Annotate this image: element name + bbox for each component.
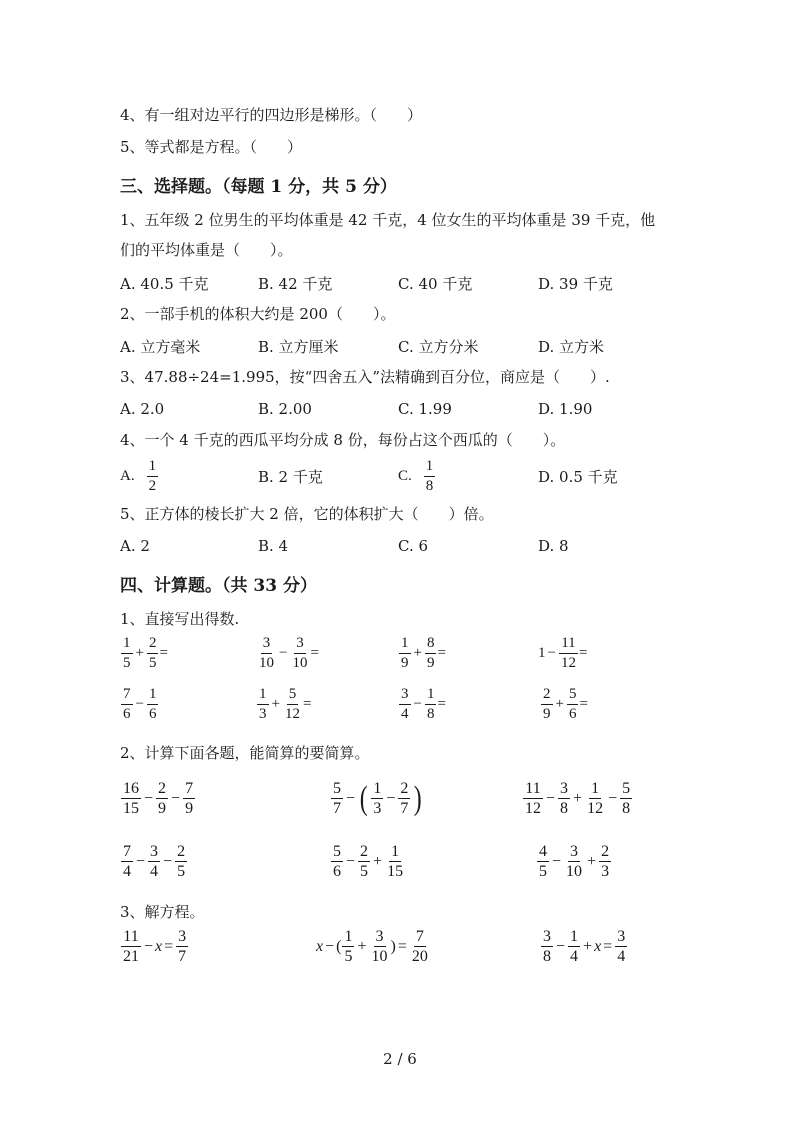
option-d: D. 0.5 千克 bbox=[538, 468, 618, 486]
simplify-expression: $\frac{16}{15}$ − $\frac{2}{9}$ − $\frac{7}{9}$ bbox=[123, 780, 194, 817]
judge-question-5: 5、等式都是方程。（ ） bbox=[120, 138, 303, 156]
fraction: $\frac{5}{12}$ bbox=[284, 686, 300, 722]
fraction: $\frac{5}{6}$ bbox=[568, 686, 577, 722]
calc-section-heading: 四、计算题。（共 33 分） bbox=[120, 576, 317, 596]
right-paren: ) bbox=[414, 779, 423, 817]
left-paren: ( bbox=[359, 779, 368, 817]
direct-calc-item: $\frac{1}{3}$ + $\frac{5}{12}$ = bbox=[259, 686, 312, 722]
option-a: A. 2 bbox=[120, 537, 150, 555]
choice-q1-line2: 们的平均体重是（ ）。 bbox=[120, 241, 293, 259]
fraction: $\frac{3}{4}$ bbox=[150, 843, 159, 880]
fraction: $\frac{7}{9}$ bbox=[185, 780, 194, 817]
fraction: $\frac{1}{4}$ bbox=[570, 928, 579, 965]
fraction: $\frac{3}{7}$ bbox=[178, 928, 187, 965]
option-b: B. 42 千克 bbox=[258, 275, 333, 293]
fraction: $\frac{3}{4}$ bbox=[617, 928, 626, 965]
fraction: $\frac{1}{2}$ bbox=[148, 458, 157, 494]
choice-q2: 2、一部手机的体积大约是 200（ ）。 bbox=[120, 305, 396, 323]
direct-calc-item: $\frac{7}{6}$ − $\frac{1}{6}$ bbox=[123, 686, 157, 722]
simplify-expression: $\frac{4}{5}$ − $\frac{3}{10}$ + $\frac{2}{3}$ bbox=[539, 843, 610, 880]
fraction: $\frac{1}{3}$ bbox=[259, 686, 267, 722]
direct-calc-item: $\frac{2}{9}$ + $\frac{5}{6}$ = bbox=[543, 686, 588, 722]
direct-calc-item: 1 − $\frac{11}{12}$ = bbox=[538, 635, 588, 671]
option-c: C. 6 bbox=[398, 537, 429, 555]
option-d: D. 39 千克 bbox=[538, 275, 613, 293]
option-a: A. 立方毫米 bbox=[120, 338, 201, 356]
fraction: $\frac{1}{8}$ bbox=[426, 686, 435, 722]
fraction: $\frac{2}{5}$ bbox=[148, 635, 157, 671]
direct-calc-item: $\frac{1}{5}$ + $\frac{2}{5}$ = bbox=[123, 635, 168, 671]
option-d: D. 立方米 bbox=[538, 338, 605, 356]
fraction: $\frac{5}{6}$ bbox=[333, 843, 341, 880]
calc-sub3-title: 3、解方程。 bbox=[120, 903, 205, 921]
fraction: $\frac{3}{10}$ bbox=[566, 843, 583, 880]
fraction: $\frac{3}{10}$ bbox=[371, 928, 388, 965]
option-a: A. 2.0 bbox=[120, 400, 165, 418]
fraction: $\frac{1}{15}$ bbox=[387, 843, 404, 880]
choice-q4: 4、一个 4 千克的西瓜平均分成 8 份，每份占这个西瓜的（ ）。 bbox=[120, 431, 566, 449]
fraction: $\frac{3}{10}$ bbox=[259, 635, 274, 671]
fraction: $\frac{3}{4}$ bbox=[401, 686, 409, 722]
fraction: $\frac{2}{9}$ bbox=[543, 686, 551, 722]
calc-sub2-title: 2、计算下面各题，能简算的要简算。 bbox=[120, 744, 370, 762]
fraction: $\frac{1}{5}$ bbox=[123, 635, 131, 671]
option-c: C. 1.99 bbox=[398, 400, 452, 418]
fraction: $\frac{11}{21}$ bbox=[123, 928, 139, 965]
equation: x − ( $\frac{1}{5}$ + $\frac{3}{10}$ ) = $\frac{7}{20}$ bbox=[316, 928, 428, 965]
option-d: D. 8 bbox=[538, 537, 569, 555]
fraction: $\frac{5}{7}$ bbox=[333, 780, 341, 817]
option-c: C. 立方分米 bbox=[398, 338, 479, 356]
fraction: $\frac{7}{4}$ bbox=[123, 843, 131, 880]
fraction: $\frac{1}{6}$ bbox=[148, 686, 157, 722]
option-d: D. 1.90 bbox=[538, 400, 593, 418]
option-a bbox=[120, 458, 159, 495]
fraction: $\frac{3}{10}$ bbox=[292, 635, 308, 671]
direct-calc-item: $\frac{1}{9}$ + $\frac{8}{9}$ = bbox=[401, 635, 446, 671]
equation: $\frac{11}{21}$ − x = $\frac{3}{7}$ bbox=[123, 928, 187, 965]
page-number: 2 / 6 bbox=[383, 1050, 417, 1068]
calc-sub1-title: 1、直接写出得数. bbox=[120, 610, 240, 628]
option-label: A. bbox=[120, 468, 135, 484]
fraction: $\frac{8}{9}$ bbox=[426, 635, 435, 671]
simplify-expression: $\frac{11}{12}$ − $\frac{3}{8}$ + $\frac{1}{12}$ − $\frac{5}{8}$ bbox=[525, 780, 631, 817]
fraction: $\frac{1}{9}$ bbox=[401, 635, 409, 671]
choice-q1-line1: 1、五年级 2 位男生的平均体重是 42 千克，4 位女生的平均体重是 39 千克，他 bbox=[120, 211, 656, 229]
judge-question-4: 4、有一组对边平行的四边形是梯形。（ ） bbox=[120, 106, 423, 124]
option-b: B. 4 bbox=[258, 537, 289, 555]
direct-calc-item: $\frac{3}{10}$ − $\frac{3}{10}$ = bbox=[259, 635, 319, 671]
simplify-expression: $\frac{5}{6}$ − $\frac{2}{5}$ + $\frac{1}{15}$ bbox=[333, 843, 404, 880]
fraction: $\frac{3}{8}$ bbox=[560, 780, 569, 817]
fraction: $\frac{7}{20}$ bbox=[411, 928, 428, 965]
fraction: $\frac{2}{3}$ bbox=[601, 843, 610, 880]
fraction: $\frac{1}{5}$ bbox=[344, 928, 353, 965]
equation: $\frac{3}{8}$ − $\frac{1}{4}$ + x = $\frac{3}{4}$ bbox=[543, 928, 626, 965]
option-b: B. 2.00 bbox=[258, 400, 312, 418]
direct-calc-item: $\frac{3}{4}$ − $\frac{1}{8}$ = bbox=[401, 686, 446, 722]
fraction: $\frac{11}{12}$ bbox=[525, 780, 541, 817]
fraction: $\frac{7}{6}$ bbox=[123, 686, 131, 722]
option-a: A. 40.5 千克 bbox=[120, 275, 209, 293]
fraction: $\frac{5}{8}$ bbox=[622, 780, 631, 817]
fraction: $\frac{16}{15}$ bbox=[123, 780, 139, 817]
choice-section-heading: 三、选择题。（每题 1 分，共 5 分） bbox=[120, 177, 397, 197]
option-c: C. 40 千克 bbox=[398, 275, 473, 293]
choice-q3: 3、47.88÷24=1.995，按“四舍五入”法精确到百分位，商应是（ ）. bbox=[120, 368, 610, 386]
fraction: $\frac{1}{8}$ bbox=[425, 458, 434, 494]
fraction: $\frac{2}{5}$ bbox=[360, 843, 369, 880]
fraction: $\frac{2}{7}$ bbox=[400, 780, 409, 817]
fraction: $\frac{1}{12}$ bbox=[587, 780, 604, 817]
simplify-expression: $\frac{7}{4}$ − $\frac{3}{4}$ − $\frac{2}{5}$ bbox=[123, 843, 186, 880]
fraction: $\frac{2}{9}$ bbox=[158, 780, 167, 817]
fraction: $\frac{11}{12}$ bbox=[560, 635, 576, 671]
fraction: $\frac{4}{5}$ bbox=[539, 843, 547, 880]
option-label: C. bbox=[398, 468, 412, 484]
option-b: B. 立方厘米 bbox=[258, 338, 339, 356]
option-c bbox=[398, 458, 436, 495]
fraction: $\frac{3}{8}$ bbox=[543, 928, 551, 965]
fraction: $\frac{1}{3}$ bbox=[373, 780, 382, 817]
fraction: $\frac{2}{5}$ bbox=[177, 843, 186, 880]
option-b: B. 2 千克 bbox=[258, 468, 323, 486]
simplify-expression: $\frac{5}{7}$ − ( $\frac{1}{3}$ − $\frac{2}{7}$ ) bbox=[333, 779, 423, 817]
choice-q5: 5、正方体的棱长扩大 2 倍，它的体积扩大（ ）倍。 bbox=[120, 505, 494, 523]
